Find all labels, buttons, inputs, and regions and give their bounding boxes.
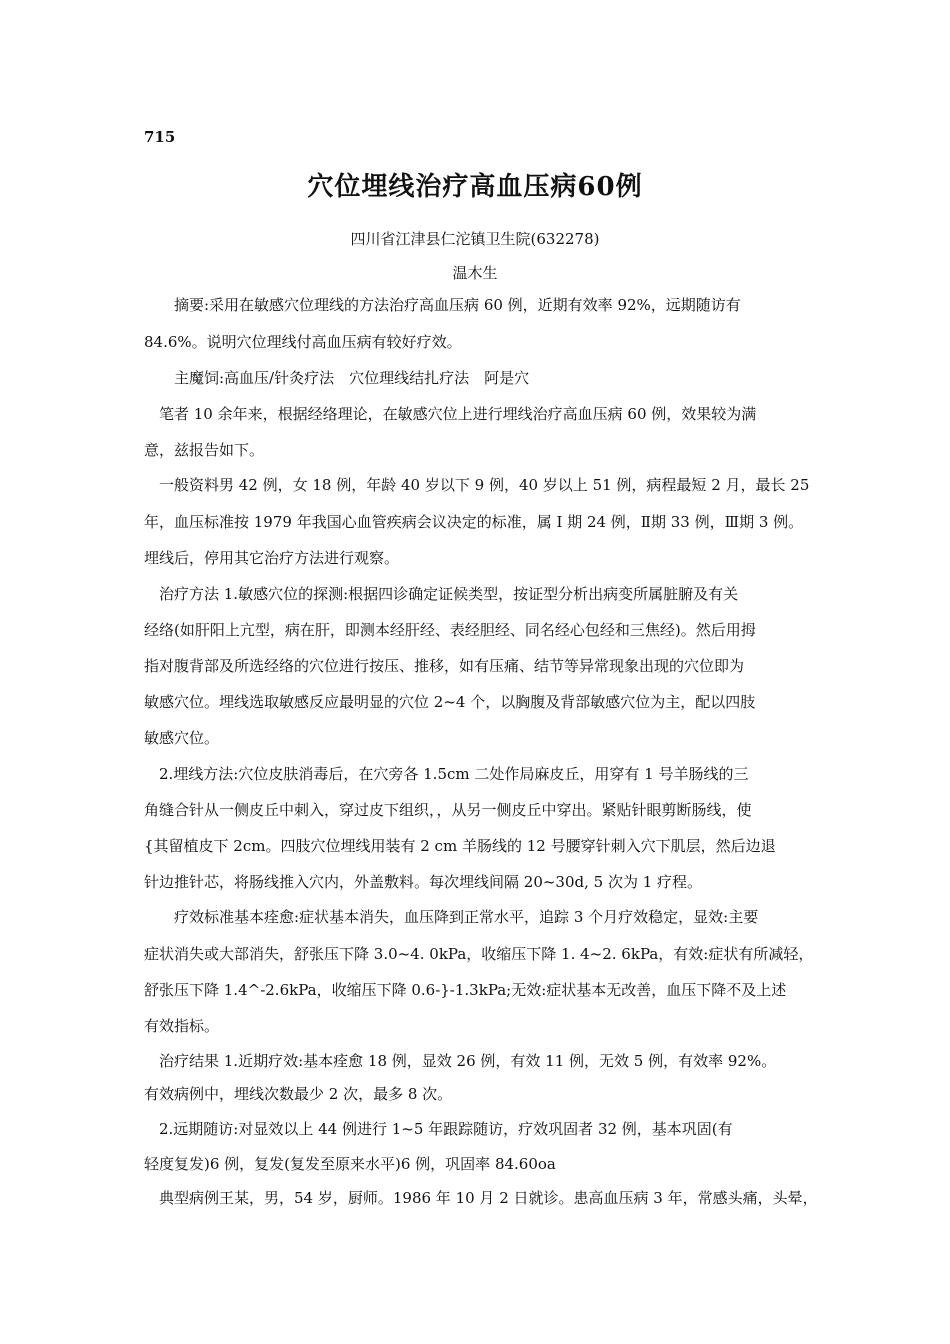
embed-line-3: {其留植皮下 2cm。四肢穴位埋线用装有 2 cm 羊肠线的 12 号腰穿针刺入穴下肌层，然后边退 (144, 837, 776, 855)
method-line-2: 经络(如肝阳上亢型，病在肝，即测本经肝经、表经胆经、同名经心包经和三焦经)。然后用拇 (144, 621, 756, 639)
general-line-2: 年，血压标准按 1979 年我国心血管疾病会议决定的标准，属 I 期 24 例，Ⅱ期 33 例，Ⅲ期 3 例。 (144, 513, 804, 531)
criteria-line-1: 疗效标准基本痊愈:症状基本消失，血压降到正常水平，追踪 3 个月疗效稳定，显效:主要 (144, 908, 759, 926)
abstract-line-1: 摘要:采用在敏感穴位理线的方法治疗高血压病 60 例，近期有效率 92%，远期随访有 (144, 296, 741, 314)
abstract-line-2: 84.6%。说明穴位理线付高血压病有较好疗效。 (144, 333, 462, 351)
embed-line-4: 针边推针芯，将肠线推入穴内，外盖敷料。每次埋线间隔 20~30d, 5 次为 1 疗程。 (144, 873, 703, 891)
criteria-line-2: 症状消失或大部消失，舒张压下降 3.0~4. 0kPa，收缩压下降 1. 4~2. 6kPa，有效:症状有所减轻， (144, 945, 814, 963)
method-line-3: 指对腹背部及所选经络的穴位进行按压、推移，如有压痛、结节等异常现象出现的穴位即为 (144, 657, 745, 675)
method-line-4: 敏感穴位。埋线选取敏感反应最明显的穴位 2~4 个，以胸腹及背部敏感穴位为主，配以四肢 (144, 693, 756, 711)
followup-line-2: 轻度复发)6 例，复发(复发至原来水平)6 例，巩固率 84.60oa (144, 1155, 556, 1173)
keywords-line: 主魔饲:高血压/针灸疗法 穴位理线结扎疗法 阿是穴 (144, 369, 530, 387)
embed-line-2: 角缝合针从一侧皮丘中刺入，穿过皮下组织，，从另一侧皮丘中穿出。紧贴针眼剪断肠线，使 (144, 801, 752, 819)
criteria-line-4: 有效指标。 (144, 1017, 220, 1035)
author: 温木生 (452, 264, 498, 282)
criteria-line-3: 舒张压下降 1.4^-2.6kPa，收缩压下降 0.6-}-1.3kPa;无效:症状基本无改善，血压下降不及上述 (144, 981, 787, 999)
results-line-2: 有效病例中，埋线次数最少 2 次，最多 8 次。 (144, 1085, 453, 1103)
method-line-1: 治疗方法 1.敏感穴位的探测:根据四诊确定证候类型，按证型分析出病变所属脏腑及有关 (144, 585, 739, 603)
general-line-1: 一般资料男 42 例，女 18 例，年龄 40 岁以下 9 例，40 岁以上 51 例，病程最短 2 月，最长 25 (144, 476, 810, 494)
case-line-1: 典型病例王某，男，54 岁，厨师。1986 年 10 月 2 日就诊。患高血压病 3 年，常感头痛，头晕， (144, 1189, 818, 1207)
results-line-1: 治疗结果 1.近期疗效:基本痊愈 18 例，显效 26 例，有效 11 例，无效 5 例，有效率 92%。 (144, 1052, 777, 1070)
intro-line-2: 意，兹报告如下。 (144, 441, 265, 459)
affiliation: 四川省江津县仁沱镇卫生院(632278) (350, 230, 600, 248)
followup-line-1: 2.远期随访:对显效以上 44 例进行 1~5 年跟踪随访，疗效巩固者 32 例，基本巩固(有 (144, 1120, 733, 1138)
general-line-3: 埋线后，停用其它治疗方法进行观察。 (144, 549, 400, 567)
intro-line-1: 笔者 10 余年来，根据经络理论，在敏感穴位上进行埋线治疗高血压病 60 例，效果较为满 (144, 405, 757, 423)
embed-line-1: 2.埋线方法:穴位皮肤消毒后，在穴旁各 1.5cm 二处作局麻皮丘，用穿有 1 号羊肠线的三 (144, 765, 749, 783)
article-title: 穴位埋线治疗高血压病60例 (307, 172, 643, 202)
method-line-5: 敏感穴位。 (144, 729, 220, 747)
page-number: 715 (144, 128, 176, 146)
